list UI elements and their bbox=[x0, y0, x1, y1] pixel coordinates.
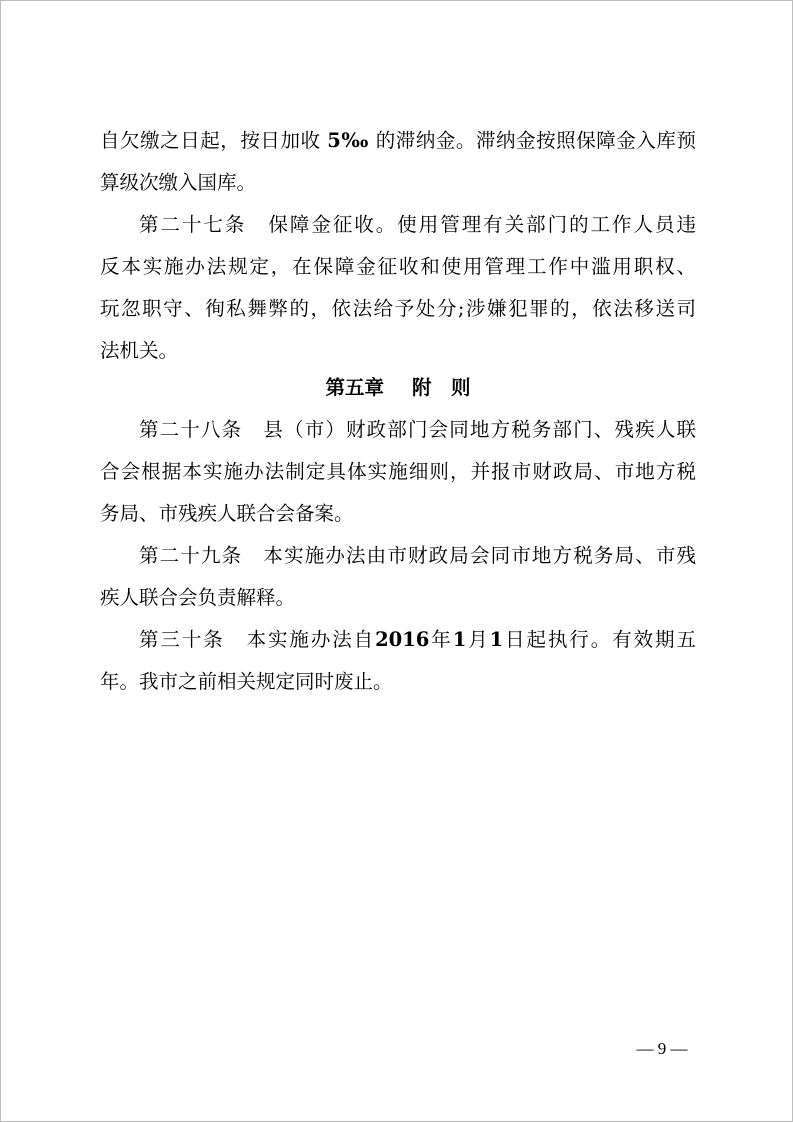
text-segment: 本实施办法自 bbox=[244, 628, 376, 651]
text-segment: 月 bbox=[466, 628, 490, 651]
text-segment: 本实施办法由市财政局会同市地方税务局、市残 bbox=[262, 544, 696, 567]
effective-year: 2016 bbox=[375, 628, 430, 651]
article-28-first-line bbox=[139, 408, 696, 452]
text-segment: 保障金征收。使用管理有关部门的工作人员违 bbox=[266, 213, 696, 236]
article-28-number: 第二十八条 bbox=[139, 418, 243, 441]
page-number: — 9 — bbox=[636, 1039, 688, 1058]
text-segment: 自欠缴之日起，按日加收 bbox=[100, 129, 321, 152]
effective-day: 1 bbox=[489, 628, 504, 651]
text-segment: 的滞纳金。滞纳金按照保障金入库预 bbox=[375, 129, 696, 152]
chapter-label: 第五章 bbox=[325, 376, 384, 399]
text-segment: 县（市）财政部门会同地方税务部门、残疾人联 bbox=[262, 418, 696, 441]
article-27-first-line bbox=[139, 203, 696, 247]
chapter-heading bbox=[100, 366, 696, 410]
text-line: 反本实施办法规定，在保障金征收和使用管理工作中滥用职权、 bbox=[100, 255, 696, 278]
text-line: 算级次缴入国库。 bbox=[100, 171, 257, 194]
article-29-number: 第二十九条 bbox=[139, 544, 243, 567]
text-line: 玩忽职守、徇私舞弊的，依法给予处分;涉嫌犯罪的，依法移送司 bbox=[100, 297, 696, 320]
text-segment: 日起执行。有效期五 bbox=[503, 628, 696, 651]
text-line: 法机关。 bbox=[100, 339, 179, 362]
effective-month: 1 bbox=[452, 628, 467, 651]
text-segment: 年 bbox=[429, 628, 453, 651]
chapter-title: 附 则 bbox=[412, 376, 471, 399]
text-line: 合会根据本实施办法制定具体实施细则，并报市财政局、市地方税 bbox=[100, 460, 696, 483]
article-27-number: 第二十七条 bbox=[139, 213, 247, 236]
text-line bbox=[100, 119, 696, 163]
text-line: 年。我市之前相关规定同时废止。 bbox=[100, 670, 393, 693]
article-30-number: 第三十条 bbox=[139, 628, 225, 651]
text-line: 务局、市残疾人联合会备案。 bbox=[100, 502, 354, 525]
article-30-first-line bbox=[139, 618, 696, 662]
article-29-first-line bbox=[139, 534, 696, 578]
late-fee-rate: 5‰ bbox=[327, 129, 369, 152]
text-line: 疾人联合会负责解释。 bbox=[100, 586, 296, 609]
